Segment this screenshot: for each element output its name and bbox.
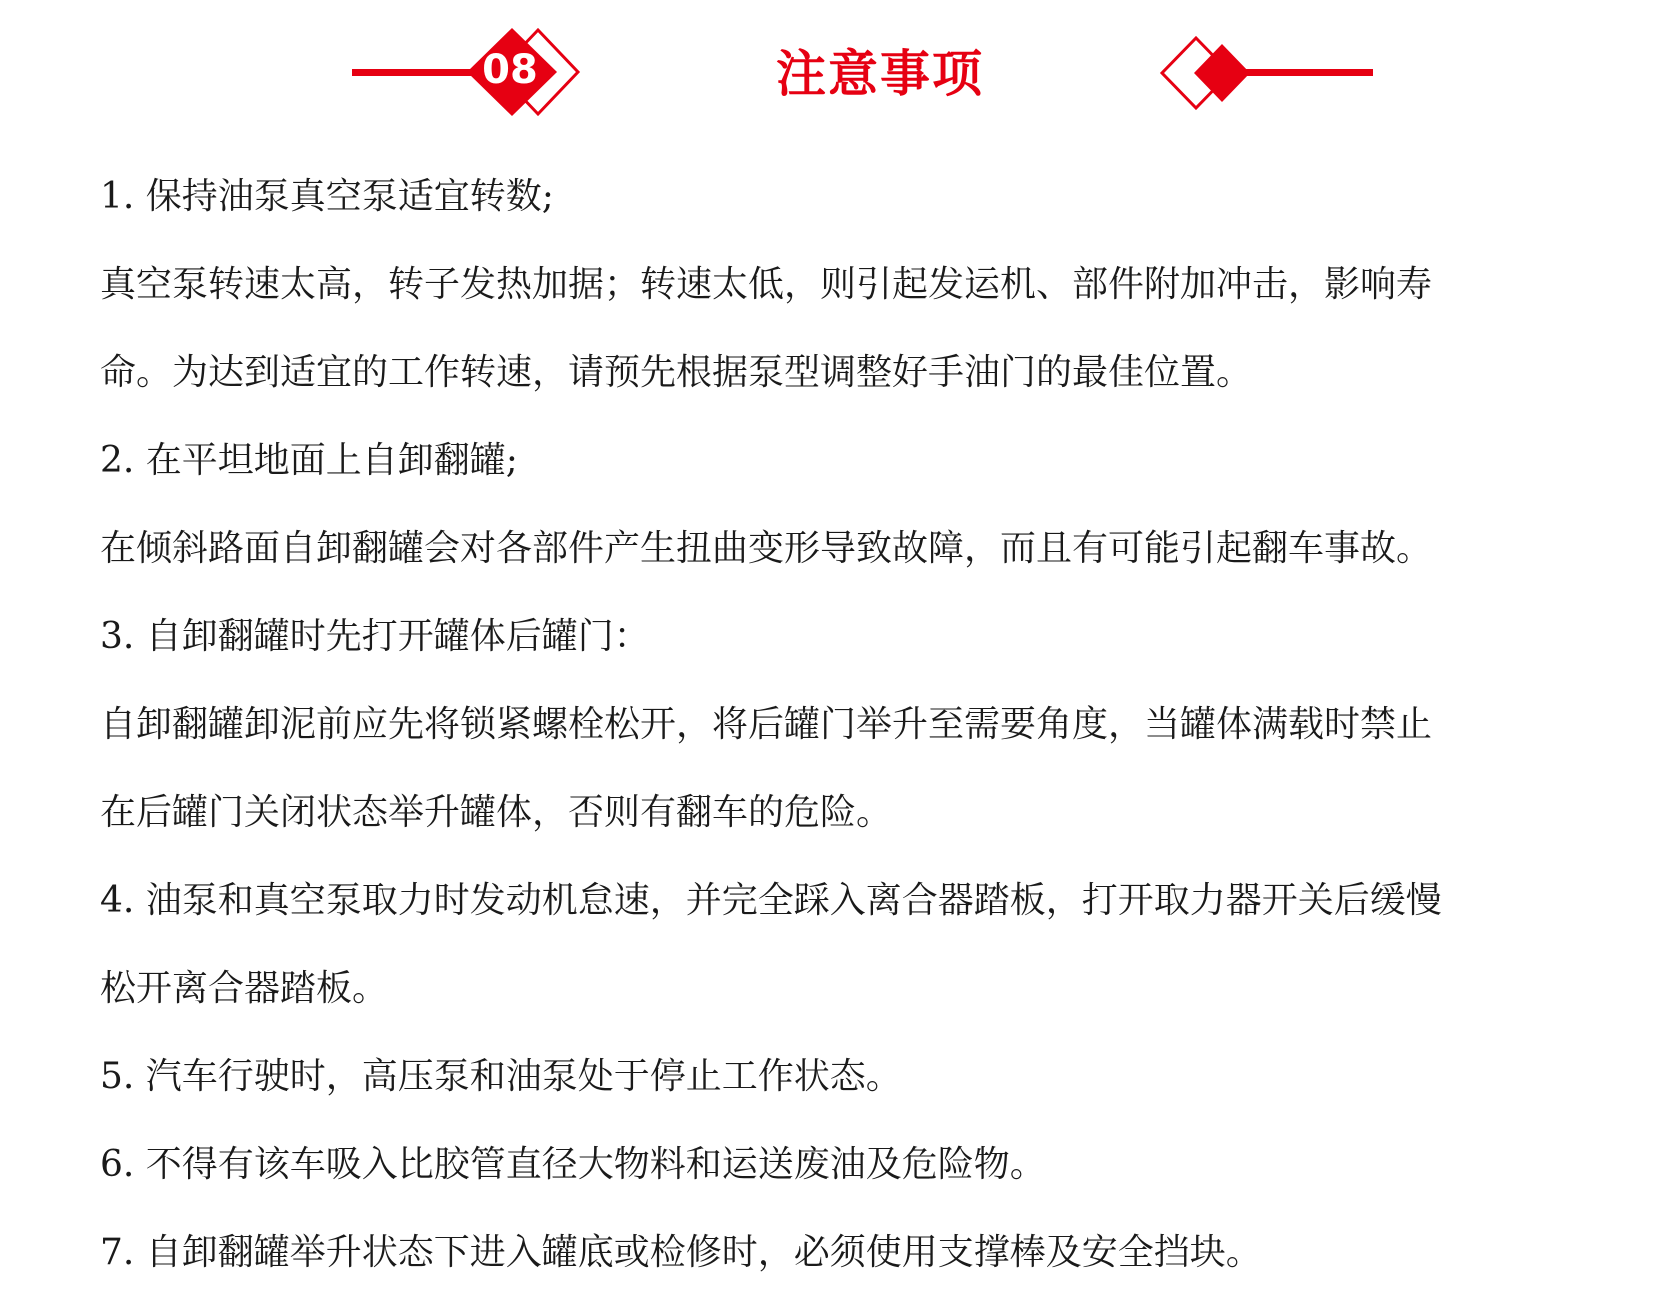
notice-item-7-text: 7. 自卸翻罐举升状态下进入罐底或检修时，必须使用支撑棒及安全挡块。 bbox=[100, 1232, 1262, 1273]
notice-item-4-text: 4. 油泵和真空泵取力时发动机怠速，并完全踩入离合器踏板，打开取力器开关后缓慢 bbox=[100, 880, 1442, 921]
notice-item-3-heading: 3. 自卸翻罐时先打开罐体后罐门： bbox=[100, 616, 650, 657]
notice-item-3-text-cont: 在后罐门关闭状态举升罐体，否则有翻车的危险。 bbox=[100, 792, 893, 833]
notice-item-3-text: 自卸翻罐卸泥前应先将锁紧螺栓松开，将后罐门举升至需要角度，当罐体满载时禁止 bbox=[100, 704, 1433, 745]
notice-content bbox=[100, 153, 1560, 1297]
notice-item-5-text: 5. 汽车行驶时，高压泵和油泵处于停止工作状态。 bbox=[100, 1056, 902, 1097]
notice-item-4-text-cont: 松开离合器踏板。 bbox=[100, 968, 389, 1009]
header-left-line bbox=[352, 69, 482, 76]
section-number: 08 bbox=[482, 47, 538, 93]
header-right-line bbox=[1246, 69, 1373, 76]
notice-item-6-text: 6. 不得有该车吸入比胶管直径大物料和运送废油及危险物。 bbox=[100, 1144, 1046, 1185]
notice-item-1-heading: 1. 保持油泵真空泵适宜转数; bbox=[100, 176, 554, 217]
section-title: 注意事项 bbox=[776, 45, 984, 103]
section-header bbox=[0, 0, 1654, 150]
notice-item-1-text-cont: 命。为达到适宜的工作转速，请预先根据泵型调整好手油门的最佳位置。 bbox=[100, 352, 1253, 393]
notice-item-2-text: 在倾斜路面自卸翻罐会对各部件产生扭曲变形导致故障，而且有可能引起翻车事故。 bbox=[100, 528, 1433, 569]
notice-item-2-heading: 2. 在平坦地面上自卸翻罐; bbox=[100, 440, 518, 481]
notice-item-1-text: 真空泵转速太高，转子发热加据；转速太低，则引起发运机、部件附加冲击，影响寿 bbox=[100, 264, 1433, 305]
